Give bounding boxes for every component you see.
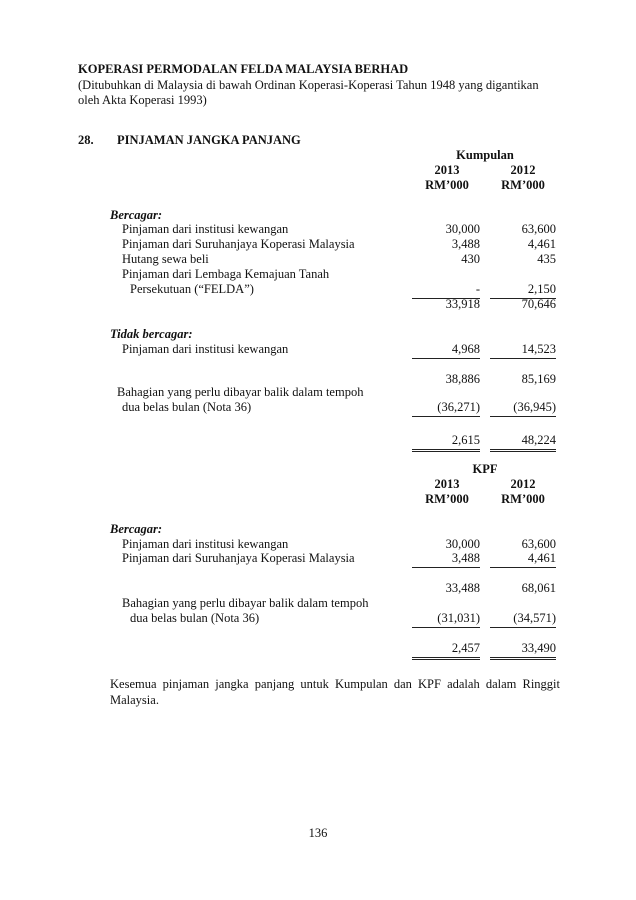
table-cell-2012: 4,461 xyxy=(527,237,556,251)
table-cell-2012: 14,523 xyxy=(490,342,556,359)
table-cell-2013: 30,000 xyxy=(445,222,480,236)
subtotal-2013: 38,886 xyxy=(445,372,480,386)
current-portion-2012: (36,945) xyxy=(490,400,556,417)
table-cell-2012: 435 xyxy=(537,252,556,266)
table-cell-2012: 63,600 xyxy=(521,537,556,551)
kumpulan-col1-unit: RM’000 xyxy=(425,178,469,192)
table-row-label-continued: Persekutuan (“FELDA”) xyxy=(130,282,254,296)
table-row-label: Pinjaman dari Lembaga Kemajuan Tanah xyxy=(122,267,330,281)
bercagar-label: Bercagar: xyxy=(110,208,163,222)
kpf-subtotal-2012: 68,061 xyxy=(521,581,556,595)
current-portion-2013: (36,271) xyxy=(412,400,480,417)
table-row-label: Pinjaman dari Suruhanjaya Koperasi Malaysia xyxy=(122,237,355,251)
table-cell-2013: 3,488 xyxy=(412,551,480,568)
table-cell-2013: 4,968 xyxy=(412,342,480,359)
current-portion-label-continued: dua belas bulan (Nota 36) xyxy=(122,400,252,414)
table-row-label: Pinjaman dari Suruhanjaya Koperasi Malaysia xyxy=(122,551,355,565)
table-cell-2012: 63,600 xyxy=(521,222,556,236)
kpf-total-2013: 2,457 xyxy=(412,641,480,660)
kpf-bercagar-label: Bercagar: xyxy=(110,522,163,536)
kpf-col1-year: 2013 xyxy=(434,477,460,491)
kpf-col1-unit: RM’000 xyxy=(425,492,469,506)
table-cell-2013: 430 xyxy=(461,252,480,266)
kumpulan-col2-unit: RM’000 xyxy=(501,178,545,192)
table-row-label: Pinjaman dari institusi kewangan xyxy=(122,222,289,236)
table-row-label: Pinjaman dari institusi kewangan xyxy=(122,342,289,356)
table-cell-2013: 3,488 xyxy=(451,237,480,251)
kpf-current-portion-2012: (34,571) xyxy=(490,611,556,628)
kpf-subtotal-2013: 33,488 xyxy=(445,581,480,595)
kumpulan-col2-year: 2012 xyxy=(510,163,536,177)
bercagar-total-2013: 33,918 xyxy=(445,297,480,311)
table-cell-2012: 2,150 xyxy=(490,282,556,299)
total-2012: 48,224 xyxy=(490,433,556,452)
kpf-current-portion-2013: (31,031) xyxy=(412,611,480,628)
table-row-label: Hutang sewa beli xyxy=(122,252,209,266)
kumpulan-header: Kumpulan xyxy=(456,148,514,162)
tidak-bercagar-label: Tidak bercagar: xyxy=(110,327,193,341)
section-title: PINJAMAN JANGKA PANJANG xyxy=(117,133,301,147)
table-cell-2013: 30,000 xyxy=(445,537,480,551)
page-number: 136 xyxy=(308,826,328,840)
kpf-current-portion-label-continued: dua belas bulan (Nota 36) xyxy=(130,611,260,625)
kpf-total-2012: 33,490 xyxy=(490,641,556,660)
company-description-line1: (Ditubuhkan di Malaysia di bawah Ordinan Koperasi-Koperasi Tahun 1948 yang digantikan xyxy=(78,78,539,92)
footnote: Kesemua pinjaman jangka panjang untuk Kumpulan dan KPF adalah dalam Ringgit Malaysia. xyxy=(110,677,560,707)
kpf-header: KPF xyxy=(472,462,498,476)
subtotal-2012: 85,169 xyxy=(521,372,556,386)
kpf-col2-year: 2012 xyxy=(510,477,536,491)
company-name: KOPERASI PERMODALAN FELDA MALAYSIA BERHAD xyxy=(78,62,409,76)
table-cell-2012: 4,461 xyxy=(490,551,556,568)
kpf-col2-unit: RM’000 xyxy=(501,492,545,506)
kumpulan-col1-year: 2013 xyxy=(434,163,460,177)
company-description-line2: oleh Akta Koperasi 1993) xyxy=(78,93,207,107)
current-portion-label: Bahagian yang perlu dibayar balik dalam tempoh xyxy=(117,385,364,399)
table-cell-2013: - xyxy=(412,282,480,299)
total-2013: 2,615 xyxy=(412,433,480,452)
bercagar-total-2012: 70,646 xyxy=(521,297,556,311)
table-row-label: Pinjaman dari institusi kewangan xyxy=(122,537,289,551)
kpf-current-portion-label: Bahagian yang perlu dibayar balik dalam tempoh xyxy=(122,596,369,610)
section-number: 28. xyxy=(78,133,94,147)
